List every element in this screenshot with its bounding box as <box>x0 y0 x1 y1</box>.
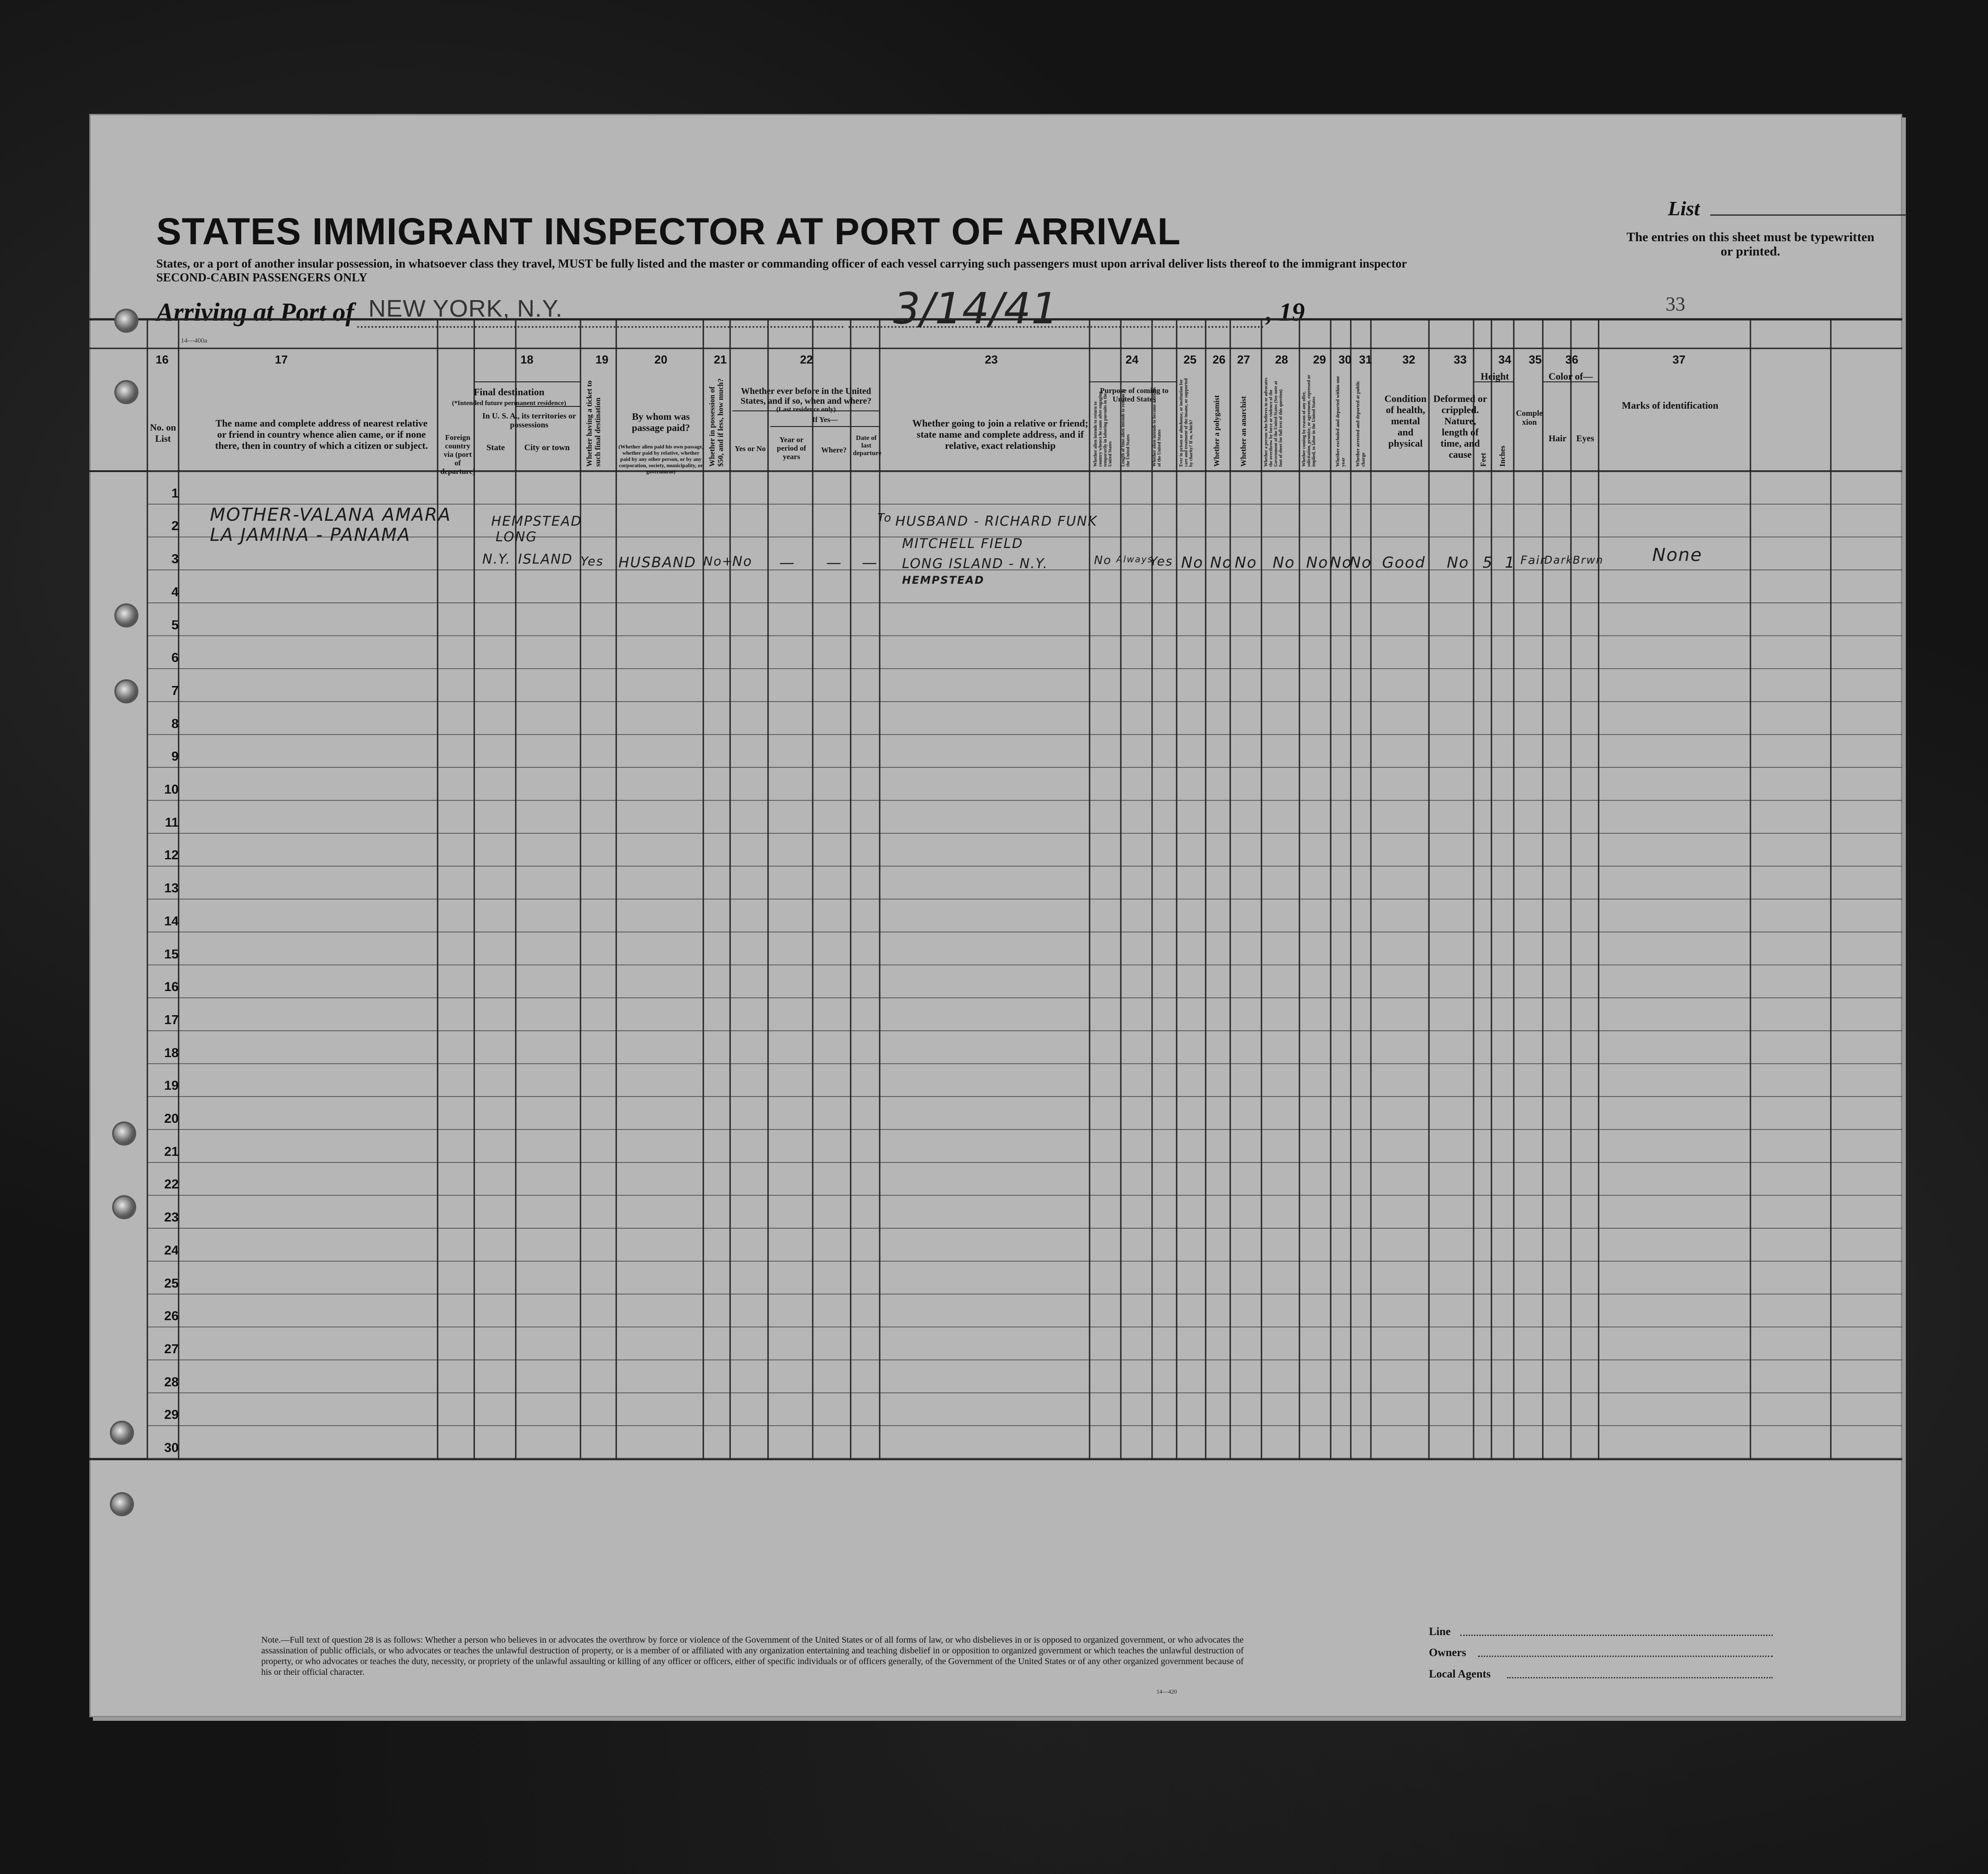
hdr-before-sub: (Last residence only) <box>776 406 836 413</box>
punch-hole <box>114 1123 134 1144</box>
entry-join-line1: HUSBAND - RICHARD FUNK <box>895 514 1098 529</box>
entry-health: Good <box>1382 554 1426 572</box>
col-num-34: 34 <box>1498 353 1512 366</box>
entry-dest-state: N.Y. <box>482 552 511 567</box>
entry-marks: None <box>1652 545 1703 565</box>
entry-labor-offer: No <box>1306 554 1329 572</box>
col-num-35: 35 <box>1529 353 1542 366</box>
hdr-purpose-citizen: Whether alien intends to become a citizen of the United States <box>1152 387 1162 467</box>
entry-ticket: Yes <box>581 554 604 569</box>
sheet-number: 33 <box>1666 293 1685 315</box>
col-num-27: 27 <box>1237 353 1250 366</box>
row-number: 29 <box>164 1408 179 1422</box>
punch-hole <box>112 1494 132 1514</box>
hdr-inches: Inches <box>1498 445 1507 467</box>
row-number: 15 <box>164 947 179 962</box>
form-title: STATES IMMIGRANT INSPECTOR AT PORT OF ARRIVAL <box>156 210 1181 252</box>
row-number: 7 <box>171 683 179 698</box>
entry-before-in-us: No <box>732 554 752 569</box>
row-number: 23 <box>164 1210 179 1225</box>
row-number: 12 <box>164 848 179 863</box>
entry-hair: Dark <box>1544 554 1573 566</box>
agents-sig-line <box>1507 1677 1773 1678</box>
row-number: 9 <box>171 749 179 764</box>
entry-eyes: Brwn <box>1573 554 1604 566</box>
hdr-city: City or town <box>524 443 570 452</box>
hdr-purpose: Purpose of coming to United States <box>1100 386 1169 403</box>
hdr-overthrow: Whether a person who believes in or advocates the overthrow by force or violence of the Government of the United States (See note at foot of sheet for full text of this question) <box>1264 377 1283 467</box>
col-num-18: 18 <box>520 353 534 366</box>
row-number: 19 <box>164 1079 179 1093</box>
hdr-ticket: Whether having a ticket to such final destination <box>585 380 602 467</box>
hdr-passage-paid-sub: (Whether alien paid his own passage, whether paid by relative, whether paid by any other person, or by any corporation, society, municipality, or government) <box>618 443 703 475</box>
hdr-where: Where? <box>821 446 847 454</box>
row-number: 10 <box>164 782 179 797</box>
line-label: Line <box>1429 1626 1451 1638</box>
list-label: List <box>1668 197 1700 220</box>
row-number: 1 <box>171 486 179 501</box>
entry-prison: No <box>1181 554 1204 572</box>
row-number: 8 <box>171 716 179 731</box>
row-number: 4 <box>171 585 179 599</box>
entry-feet: 5 <box>1483 554 1493 572</box>
row-number: 11 <box>165 815 179 830</box>
hdr-arrested: Whether arrested and deported at public charge <box>1355 381 1366 467</box>
col-num-23: 23 <box>985 353 998 366</box>
hdr-passage-paid: By whom was passage paid? <box>631 411 690 433</box>
entry-dest-city-2: LONG <box>496 529 538 545</box>
hdr-join-relative: Whether going to join a relative or friend; state name and complete address, and if relative, exact relationship <box>912 418 1089 451</box>
port-value: NEW YORK, N.Y. <box>368 295 563 322</box>
hdr-prison: Ever in prison or almshouse, or institution for care and treatment of the insane, or supported by charity? If so, which? <box>1179 378 1194 467</box>
row-number: 13 <box>164 881 179 896</box>
hdr-relative: The name and complete address of nearest relative or friend in country whence alien came, or if none there, then in country of which a citizen or subject. <box>215 418 428 451</box>
entry-excluded: No <box>1330 554 1353 572</box>
entry-arrested: No <box>1349 554 1372 572</box>
col-num-33: 33 <box>1453 353 1467 366</box>
row-number: 27 <box>164 1342 179 1356</box>
row-number: 3 <box>171 552 179 567</box>
local-agents-label: Local Agents <box>1429 1668 1491 1680</box>
row-number: 20 <box>164 1112 179 1126</box>
hdr-anarchist: Whether an anarchist <box>1239 396 1248 467</box>
col-num-30: 30 <box>1338 353 1352 366</box>
hdr-foreign-country: Foreign country via (port of departure) <box>440 433 476 476</box>
hdr-yes-no: Yes or No <box>735 444 766 453</box>
row-number: 6 <box>171 651 179 665</box>
arrival-date: 3/14/41 <box>893 284 1059 334</box>
hdr-color-of: Color of— <box>1548 371 1593 382</box>
hdr-no-on-list: No. on List <box>150 422 176 444</box>
entry-join-prefix: To <box>877 511 892 525</box>
entry-relative-line2: LA JAMINA - PANAMA <box>210 525 411 545</box>
subtitle-line-2: SECOND-CABIN PASSENGERS ONLY <box>156 271 368 284</box>
row-number: 14 <box>164 914 179 929</box>
entry-purpose-return: No <box>1094 554 1112 567</box>
owners-label: Owners <box>1429 1647 1466 1659</box>
row-number: 25 <box>164 1276 179 1291</box>
hdr-purpose-return: Whether alien intends to return to country whence he came after engaging temporarily in laboring pursuits in the United States <box>1093 391 1113 467</box>
entry-polygamist: No <box>1210 554 1233 572</box>
entry-complexion: Fair <box>1520 554 1546 567</box>
hdr-height: Height <box>1480 371 1509 382</box>
hdr-labor-offer: Whether coming by reason of any offer, solicitation, promise, or agreement, expressed or implied, to labor in the United States <box>1302 375 1316 467</box>
entry-where-dash: — <box>826 554 842 572</box>
entries-note: The entries on this sheet must be typewritten or printed. <box>1626 230 1875 259</box>
hdr-marks: Marks of identification <box>1621 400 1719 411</box>
hdr-money: Whether in possession of $50, and if less, how much? <box>708 378 725 467</box>
manifest-sheet <box>89 114 1902 1717</box>
hdr-deformed: Deformed or crippled. Nature, length of time, and cause <box>1433 393 1487 460</box>
hdr-feet: Feet <box>1479 452 1487 467</box>
hdr-final-dest-sub: (*Intended future permanent residence) <box>452 400 566 407</box>
hdr-purpose-length: Length of time alien intends to remain in the United States <box>1121 389 1131 467</box>
row-number: 28 <box>164 1375 179 1389</box>
line-sig-line <box>1460 1635 1773 1636</box>
hdr-final-destination: Final destination <box>473 386 545 397</box>
entry-inches: 1 <box>1505 554 1516 572</box>
row-number: 22 <box>164 1177 179 1192</box>
col-num-21: 21 <box>714 353 727 366</box>
col-num-19: 19 <box>595 353 609 366</box>
hdr-usa: In U. S. A., its territories or possessions <box>482 411 576 429</box>
col-num-32: 32 <box>1402 353 1416 366</box>
punch-hole <box>116 310 137 331</box>
col-num-28: 28 <box>1275 353 1288 366</box>
punch-hole <box>116 382 137 402</box>
hdr-complexion: Complexion <box>1516 409 1543 427</box>
row-number: 21 <box>164 1144 179 1159</box>
col-num-25: 25 <box>1183 353 1197 366</box>
form-code-top: 14—400a <box>181 337 208 344</box>
entry-join-line2: MITCHELL FIELD <box>902 536 1023 552</box>
col-num-22: 22 <box>800 353 813 366</box>
year-label: , 19 <box>1266 297 1305 326</box>
punch-hole <box>116 605 137 626</box>
row-number: 16 <box>164 980 179 995</box>
port-label: Arriving at Port of <box>156 297 355 326</box>
subtitle-line-1: States, or a port of another insular possession, in whatsoever class they travel, MUST be fully listed and the master or commanding officer of each vessel carrying such passengers must upon arrival deliver lists thereof to the immigrant inspector <box>156 257 1407 270</box>
entry-overthrow: No <box>1273 554 1295 572</box>
col-num-17: 17 <box>275 353 288 366</box>
entry-year-dash: — <box>779 554 795 572</box>
entry-deformed: No <box>1447 554 1470 572</box>
row-number: 5 <box>171 618 179 632</box>
row-number: 2 <box>171 519 179 534</box>
entry-dest-city-1: HEMPSTEAD <box>491 514 582 529</box>
entry-passage-paid: HUSBAND <box>618 554 697 571</box>
col-num-24: 24 <box>1125 353 1139 366</box>
hdr-last-departure: Date of last departure <box>853 435 881 457</box>
hdr-polygamist: Whether a polygamist <box>1212 395 1221 467</box>
row-number: 26 <box>164 1309 179 1324</box>
row-number: 17 <box>164 1012 179 1027</box>
hdr-excluded: Whether excluded and deported within one year <box>1335 376 1346 467</box>
col-num-31: 31 <box>1359 353 1372 366</box>
hdr-eyes: Eyes <box>1576 434 1594 443</box>
entry-dest-city-3: ISLAND <box>518 552 573 567</box>
entry-purpose-length: Always <box>1116 554 1153 565</box>
col-num-29: 29 <box>1313 353 1326 366</box>
entry-join-line3: LONG ISLAND - N.Y. <box>902 556 1048 572</box>
row-number: 24 <box>164 1243 179 1258</box>
entry-join-line4: HEMPSTEAD <box>902 574 985 586</box>
entry-purpose-citizen: Yes <box>1150 554 1173 569</box>
punch-hole <box>116 681 137 702</box>
hdr-if-yes: If Yes— <box>812 415 838 424</box>
hdr-year: Year or period of years <box>777 435 806 461</box>
col-num-16: 16 <box>155 353 169 366</box>
col-num-26: 26 <box>1212 353 1226 366</box>
hdr-before-in-us: Whether ever before in the United States, and if so, when and where? <box>740 386 872 406</box>
col-num-20: 20 <box>654 353 668 366</box>
hdr-hair: Hair <box>1549 434 1566 443</box>
punch-hole <box>112 1422 132 1443</box>
row-number: 18 <box>164 1046 179 1060</box>
col-num-37: 37 <box>1672 353 1686 366</box>
row-number: 30 <box>164 1441 179 1455</box>
hdr-state: State <box>486 443 505 452</box>
punch-hole <box>114 1197 134 1217</box>
hdr-health: Condition of health, mental and physical <box>1384 393 1427 449</box>
form-code-bottom: 14—420 <box>1157 1688 1177 1695</box>
entry-relative-line1: MOTHER-VALANA AMARA <box>210 505 451 525</box>
owners-sig-line <box>1478 1656 1773 1657</box>
entry-anarchist: No <box>1235 554 1257 572</box>
entry-date-dash: — <box>862 554 878 572</box>
question-28-note: Note.—Full text of question 28 is as follows: Whether a person who believes in or advocates the overthrow by force or violence of the Government of the United States or of all forms of law, or who disbelieves in or is opposed to organized government, or who advocates the assassination of public officials, or who advocates or teaches the unlawful destruction of property, or is a member of or affiliated with any organization entertaining and teaching disbelief in or opposition to organized government or which teaches the unlawful destruction of property, or who advocates or teaches the duty, necessity, or propriety of the unlawful assaulting or killing of any officer or officers, either of specific individuals or of officers generally, of the Government of the United States or of any other organized government because of his or their official character. <box>261 1635 1244 1677</box>
entry-money: No+ <box>703 554 734 569</box>
col-num-36: 36 <box>1565 353 1579 366</box>
